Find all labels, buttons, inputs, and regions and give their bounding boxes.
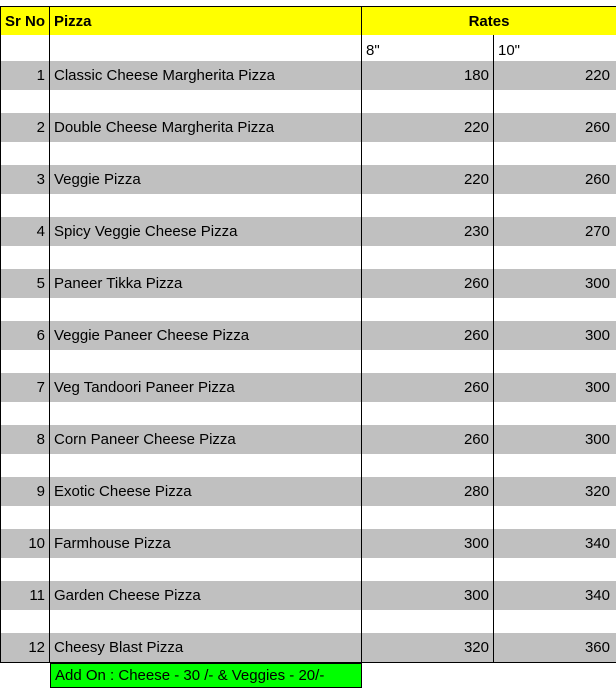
- blank-cell[interactable]: [0, 194, 50, 217]
- blank-cell[interactable]: [0, 142, 50, 165]
- row-pizza-name[interactable]: Spicy Veggie Cheese Pizza: [50, 217, 362, 246]
- row-rate-10[interactable]: 340: [584, 535, 610, 552]
- blank-cell[interactable]: [50, 142, 362, 165]
- row-pizza-name[interactable]: Double Cheese Margherita Pizza: [50, 113, 362, 142]
- row-rate-10[interactable]: 270: [584, 223, 610, 240]
- row-pizza-name[interactable]: Farmhouse Pizza: [50, 529, 362, 558]
- row-pizza-name[interactable]: Classic Cheese Margherita Pizza: [50, 61, 362, 90]
- row-rate-10[interactable]: 320: [584, 483, 610, 500]
- table-row: [0, 321, 616, 351]
- blank-cell[interactable]: [362, 142, 494, 165]
- blank-cell[interactable]: [0, 90, 50, 113]
- size-row: [0, 35, 616, 62]
- row-rate-8[interactable]: 230: [362, 217, 494, 246]
- blank-cell[interactable]: [50, 350, 362, 373]
- row-sr-no[interactable]: 1: [0, 61, 50, 90]
- blank-cell[interactable]: [494, 298, 616, 321]
- size-row-sr-cell[interactable]: [0, 35, 50, 61]
- row-pizza-name[interactable]: Corn Paneer Cheese Pizza: [50, 425, 362, 454]
- blank-cell[interactable]: [494, 90, 616, 113]
- table-row: [0, 217, 616, 247]
- blank-cell[interactable]: [0, 454, 50, 477]
- row-rate-10[interactable]: 260: [584, 171, 610, 188]
- blank-row: [0, 402, 616, 426]
- row-rate-8[interactable]: 220: [362, 165, 494, 194]
- blank-cell[interactable]: [362, 506, 494, 529]
- row-rate-8[interactable]: 280: [362, 477, 494, 506]
- blank-cell[interactable]: [494, 246, 616, 269]
- blank-row: [0, 246, 616, 270]
- row-sr-no[interactable]: 3: [0, 165, 50, 194]
- row-rate-8[interactable]: 320: [362, 633, 494, 662]
- blank-row: [0, 350, 616, 374]
- row-rate-10[interactable]: 300: [584, 431, 610, 448]
- row-sr-no[interactable]: 12: [0, 633, 50, 662]
- size-row-pizza-cell[interactable]: [50, 35, 362, 61]
- blank-cell[interactable]: [494, 454, 616, 477]
- blank-cell[interactable]: [50, 194, 362, 217]
- row-pizza-name[interactable]: Garden Cheese Pizza: [50, 581, 362, 610]
- table-row: [0, 165, 616, 195]
- blank-cell[interactable]: [0, 246, 50, 269]
- blank-row: [0, 558, 616, 582]
- row-pizza-name[interactable]: Veg Tandoori Paneer Pizza: [50, 373, 362, 402]
- row-rate-10[interactable]: 300: [584, 275, 610, 292]
- blank-cell[interactable]: [50, 506, 362, 529]
- header-row: [0, 6, 616, 37]
- row-rate-10[interactable]: 340: [584, 587, 610, 604]
- row-pizza-name[interactable]: Veggie Pizza: [50, 165, 362, 194]
- table-row: [0, 425, 616, 455]
- row-sr-no[interactable]: 7: [0, 373, 50, 402]
- row-rate-8[interactable]: 300: [362, 529, 494, 558]
- table-row: [0, 269, 616, 299]
- row-pizza-name[interactable]: Veggie Paneer Cheese Pizza: [50, 321, 362, 350]
- blank-cell[interactable]: [0, 402, 50, 425]
- row-sr-no[interactable]: 8: [0, 425, 50, 454]
- blank-cell[interactable]: [0, 350, 50, 373]
- blank-cell[interactable]: [362, 350, 494, 373]
- row-rate-10[interactable]: 220: [584, 67, 610, 84]
- row-rate-10[interactable]: 360: [584, 639, 610, 656]
- blank-cell[interactable]: [50, 246, 362, 269]
- row-sr-no[interactable]: 9: [0, 477, 50, 506]
- header-sr-no[interactable]: Sr No: [0, 7, 50, 36]
- row-sr-no[interactable]: 5: [0, 269, 50, 298]
- blank-cell[interactable]: [50, 558, 362, 581]
- table-row: [0, 113, 616, 143]
- row-pizza-name[interactable]: Exotic Cheese Pizza: [50, 477, 362, 506]
- blank-cell[interactable]: [50, 454, 362, 477]
- blank-cell[interactable]: [0, 610, 50, 633]
- blank-row: [0, 454, 616, 478]
- row-rate-8[interactable]: 260: [362, 425, 494, 454]
- table-row: [0, 61, 616, 91]
- table-row: [0, 529, 616, 559]
- blank-cell[interactable]: [494, 350, 616, 373]
- blank-cell[interactable]: [0, 558, 50, 581]
- blank-cell[interactable]: [50, 90, 362, 113]
- blank-cell[interactable]: [494, 142, 616, 165]
- blank-row: [0, 194, 616, 218]
- table-row: [0, 633, 616, 663]
- blank-row: [0, 610, 616, 634]
- blank-row: [0, 142, 616, 166]
- blank-cell[interactable]: [0, 506, 50, 529]
- table-row: [0, 477, 616, 507]
- blank-cell[interactable]: [0, 298, 50, 321]
- blank-cell[interactable]: [494, 506, 616, 529]
- row-sr-no[interactable]: 6: [0, 321, 50, 350]
- blank-cell[interactable]: [494, 402, 616, 425]
- header-rates[interactable]: Rates: [468, 13, 510, 30]
- size-8-inch[interactable]: 8": [362, 35, 494, 61]
- blank-cell[interactable]: [362, 558, 494, 581]
- blank-cell[interactable]: [494, 610, 616, 633]
- blank-row: [0, 506, 616, 530]
- table-row: [0, 581, 616, 611]
- blank-cell[interactable]: [362, 246, 494, 269]
- blank-row: [0, 298, 616, 322]
- row-rate-8[interactable]: 260: [362, 321, 494, 350]
- blank-cell[interactable]: [494, 558, 616, 581]
- row-rate-8[interactable]: 300: [362, 581, 494, 610]
- size-10-inch[interactable]: 10": [498, 42, 521, 59]
- row-rate-10[interactable]: 260: [584, 119, 610, 136]
- blank-cell[interactable]: [362, 454, 494, 477]
- row-rate-10[interactable]: 300: [584, 379, 610, 396]
- row-rate-8[interactable]: 260: [362, 373, 494, 402]
- blank-cell[interactable]: [362, 610, 494, 633]
- row-rate-8[interactable]: 180: [362, 61, 494, 90]
- blank-cell[interactable]: [494, 194, 616, 217]
- row-sr-no[interactable]: 10: [0, 529, 50, 558]
- table-row: [0, 373, 616, 403]
- blank-cell[interactable]: [362, 402, 494, 425]
- row-rate-10[interactable]: 300: [584, 327, 610, 344]
- row-sr-no[interactable]: 2: [0, 113, 50, 142]
- blank-cell[interactable]: [50, 298, 362, 321]
- row-pizza-name[interactable]: Cheesy Blast Pizza: [50, 633, 362, 662]
- blank-cell[interactable]: [362, 298, 494, 321]
- blank-cell[interactable]: [362, 194, 494, 217]
- addon-note[interactable]: Add On : Cheese - 30 /- & Veggies - 20/-: [50, 663, 362, 688]
- blank-cell[interactable]: [50, 610, 362, 633]
- row-rate-8[interactable]: 260: [362, 269, 494, 298]
- blank-cell[interactable]: [362, 90, 494, 113]
- row-rate-8[interactable]: 220: [362, 113, 494, 142]
- blank-cell[interactable]: [50, 402, 362, 425]
- blank-row: [0, 90, 616, 114]
- row-sr-no[interactable]: 11: [0, 581, 50, 610]
- row-sr-no[interactable]: 4: [0, 217, 50, 246]
- row-pizza-name[interactable]: Paneer Tikka Pizza: [50, 269, 362, 298]
- header-pizza[interactable]: Pizza: [50, 7, 362, 36]
